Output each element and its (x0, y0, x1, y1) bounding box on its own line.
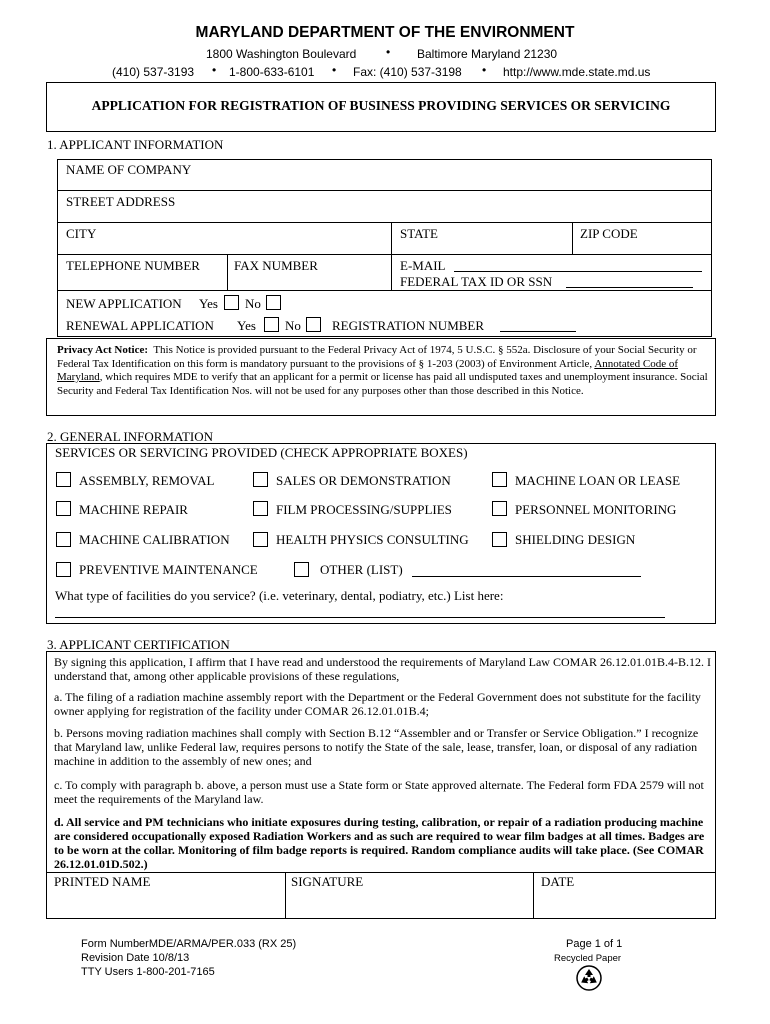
renewal-application-label: RENEWAL APPLICATION (66, 318, 214, 333)
city-state-zip: Baltimore Maryland 21230 (417, 47, 558, 61)
certification-intro: By signing this application, I affirm that I have read and understood the requirements of Maryland Law COMAR 26.12.01.01B.4-B.12. I understand that, among other applicable provisions of these regulations, (54, 655, 711, 683)
film-processing-label: FILM PROCESSING/SUPPLIES (276, 502, 452, 517)
machine-calibration-checkbox[interactable] (56, 532, 71, 547)
section-3-heading: 3. APPLICANT CERTIFICATION (47, 637, 230, 652)
certification-paragraph-c: c. To comply with paragraph b. above, a person must use a State form or State approved alternate. The Federal form FDA 2579 will not meet the requirements of the Maryland law. (54, 778, 704, 806)
registration-number-input-line[interactable] (500, 331, 576, 332)
shielding-design-checkbox[interactable] (492, 532, 507, 547)
website-link[interactable]: http://www.mde.state.md.us (503, 65, 651, 79)
signature-col-divider (285, 872, 286, 919)
renewal-no-checkbox[interactable] (306, 317, 321, 332)
email-input-line[interactable] (454, 271, 702, 272)
machine-loan-lease-checkbox[interactable] (492, 472, 507, 487)
section-1-heading: 1. APPLICANT INFORMATION (47, 137, 224, 152)
tty-number: TTY Users 1-800-201-7165 (81, 966, 215, 978)
federal-tax-input-line[interactable] (566, 287, 693, 288)
printed-name-field[interactable]: PRINTED NAME (54, 874, 151, 889)
street-address: 1800 Washington Boulevard (206, 47, 357, 61)
new-app-yes-label: Yes (199, 296, 218, 311)
renewal-yes-label: Yes (237, 318, 256, 333)
machine-calibration-label: MACHINE CALIBRATION (79, 532, 230, 547)
health-physics-consulting-label: HEALTH PHYSICS CONSULTING (276, 532, 469, 547)
bullet: • (212, 63, 217, 77)
machine-repair-label: MACHINE REPAIR (79, 502, 188, 517)
page-number: Page 1 of 1 (566, 938, 623, 950)
privacy-text-1: This Notice is provided pursuant to the Federal Privacy Act of 1974, 5 U.S.C. § 552a. Disclosure of your Social Security or Federal Tax Identification on this form is mandatory pursuant to the provisions of § 1-203 (2003) of Environment Article, (57, 344, 697, 370)
row-divider (57, 222, 712, 223)
signature-col-divider (533, 872, 534, 919)
privacy-text-2: , which requires MDE to verify that an applicant for a permit or license has paid all undisputed taxes and unemployment insurance. Social Security and Federal Tax Identification Nos. will not be used for any purposes other than those described in this Notice. (57, 371, 708, 397)
federal-tax-label: FEDERAL TAX ID OR SSN (400, 274, 553, 289)
certification-paragraph-a: a. The filing of a radiation machine assembly report with the Department or the Federal Government does not substitute for the facility owner applying for registration of the facility under COMAR 26.12.01.01B.4; (54, 690, 701, 718)
new-app-no-label: No (245, 296, 261, 311)
assembly-removal-label: ASSEMBLY, REMOVAL (79, 473, 215, 488)
shielding-design-label: SHIELDING DESIGN (515, 532, 636, 547)
recycled-paper-label: Recycled Paper (554, 953, 622, 964)
health-physics-consulting-checkbox[interactable] (253, 532, 268, 547)
annotated-code-reference: Annotated Code of Maryland (57, 357, 679, 383)
row-divider (57, 254, 712, 255)
bullet: • (332, 63, 337, 77)
state-field[interactable]: STATE (400, 226, 438, 241)
sales-demonstration-label: SALES OR DEMONSTRATION (276, 473, 451, 488)
new-app-yes-checkbox[interactable] (224, 295, 239, 310)
col-divider (572, 222, 573, 254)
row-divider (57, 290, 712, 291)
machine-loan-lease-label: MACHINE LOAN OR LEASE (515, 473, 681, 488)
other-list-input-line[interactable] (412, 576, 641, 577)
recycle-icon (576, 965, 602, 991)
col-divider (391, 222, 392, 290)
personnel-monitoring-checkbox[interactable] (492, 501, 507, 516)
new-application-label: NEW APPLICATION (66, 296, 182, 311)
renewal-yes-checkbox[interactable] (264, 317, 279, 332)
street-address-field[interactable]: STREET ADDRESS (66, 194, 176, 209)
fax-number-field[interactable]: FAX NUMBER (234, 258, 318, 273)
services-subheading: SERVICES OR SERVICING PROVIDED (CHECK APPROPRIATE BOXES) (55, 445, 468, 460)
agency-title: MARYLAND DEPARTMENT OF THE ENVIRONMENT (195, 24, 575, 41)
certification-paragraph-b: b. Persons moving radiation machines shall comply with Section B.12 “Assembler and or Transfer or Service Obligation.” I recognize that Maryland law, unlike Federal law, requires persons to notify the State of the sale, lease, transfer, loan, or disposal of any radiation machine in addition to the assembly of new ones; and (54, 726, 699, 768)
bullet: • (386, 45, 391, 59)
tollfree-number: 1-800-633-6101 (229, 65, 315, 79)
registration-number-label: REGISTRATION NUMBER (332, 318, 485, 333)
fax-number: Fax: (410) 537-3198 (353, 65, 462, 79)
revision-date: Revision Date 10/8/13 (81, 952, 190, 964)
col-divider (227, 254, 228, 290)
preventive-maintenance-label: PREVENTIVE MAINTENANCE (79, 562, 258, 577)
zip-code-field[interactable]: ZIP CODE (580, 226, 638, 241)
signature-field[interactable]: SIGNATURE (291, 874, 364, 889)
sales-demonstration-checkbox[interactable] (253, 472, 268, 487)
date-field[interactable]: DATE (541, 874, 575, 889)
telephone-field[interactable]: TELEPHONE NUMBER (66, 258, 200, 273)
row-divider (57, 190, 712, 191)
assembly-removal-checkbox[interactable] (56, 472, 71, 487)
privacy-notice-text (57, 344, 709, 398)
city-field[interactable]: CITY (66, 226, 97, 241)
other-list-checkbox[interactable] (294, 562, 309, 577)
form-title: APPLICATION FOR REGISTRATION OF BUSINESS PROVIDING SERVICES OR SERVICING (91, 98, 671, 113)
preventive-maintenance-checkbox[interactable] (56, 562, 71, 577)
renewal-no-label: No (285, 318, 301, 333)
signature-row-divider (46, 872, 716, 873)
form-number: Form NumberMDE/ARMA/PER.033 (RX 25) (81, 938, 297, 950)
personnel-monitoring-label: PERSONNEL MONITORING (515, 502, 677, 517)
bullet: • (482, 63, 487, 77)
name-of-company-field[interactable]: NAME OF COMPANY (66, 162, 192, 177)
email-label: E-MAIL (400, 258, 446, 273)
machine-repair-checkbox[interactable] (56, 501, 71, 516)
facilities-question: What type of facilities do you service? (i.e. veterinary, dental, podiatry, etc.) List here: (55, 588, 504, 603)
new-app-no-checkbox[interactable] (266, 295, 281, 310)
section-2-heading: 2. GENERAL INFORMATION (47, 429, 213, 444)
phone-number: (410) 537-3193 (112, 65, 195, 79)
film-processing-checkbox[interactable] (253, 501, 268, 516)
privacy-notice-label: Privacy Act Notice: (57, 344, 149, 356)
other-list-label: OTHER (LIST) (320, 562, 403, 577)
certification-paragraph-d: d. All service and PM technicians who initiate exposures during testing, calibration, or repair of a radiation producing machine are considered occupationally exposed Radiation Workers and as such are required to wear film badges at all times. Badges are to be worn at the collar. Monitoring of film badge reports is required. Random compliance audits will take place. (See COMAR 26.12.01.01D.502.) (54, 815, 705, 871)
facilities-input-line[interactable] (55, 617, 665, 618)
